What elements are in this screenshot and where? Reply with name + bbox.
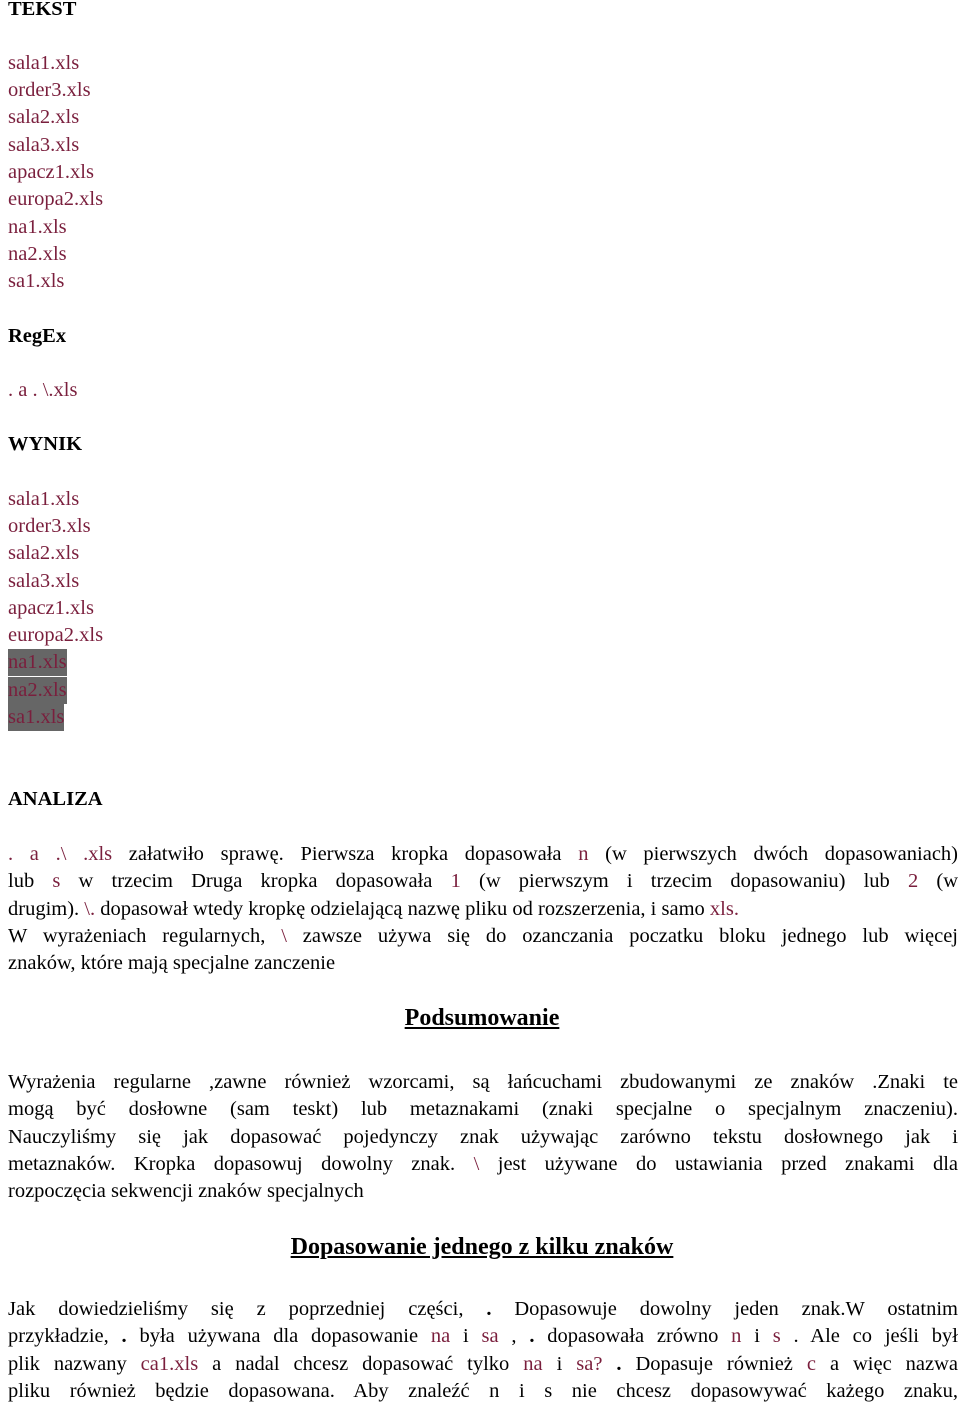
match-highlight: na1.xls: [8, 649, 67, 676]
match-char: 2: [907, 870, 919, 893]
text-run: a nadal chcesz dopasować tylko: [198, 1352, 524, 1375]
match-char: n: [578, 843, 589, 865]
dot-metachar: .: [121, 1325, 127, 1348]
podsumowanie-line: Nauczyliśmy się jak dopasować pojedynczy znak używając zarówno tekstu dosłownego jak i: [8, 1125, 958, 1148]
podsumowanie-line: mogą być dosłowne (sam teskt) lub metaznakami (znaki specjalne o specjalnym znaczeniu).: [8, 1098, 958, 1121]
podsumowanie-line: [8, 1151, 958, 1178]
text-run: zawsze używa się do ozanczania poczatku bloku jednego lub więcej: [286, 924, 958, 947]
analiza-paragraph: [8, 841, 958, 977]
match-char: n: [731, 1325, 742, 1348]
text-run: przykładzie,: [8, 1325, 122, 1348]
text-run: metaznaków. Kropka dopasowuj dowolny znak.: [8, 1152, 474, 1175]
text-run: Dopasuje również: [621, 1352, 807, 1375]
analiza-line: [8, 868, 958, 895]
tekst-file: sala3.xls: [8, 134, 80, 156]
dopasowanie-line: [8, 1323, 958, 1350]
dot-metachar: .: [486, 1298, 492, 1320]
wynik-file: sala1.xls: [8, 488, 80, 510]
tekst-file: sa1.xls: [8, 270, 65, 292]
tekst-file: sala2.xls: [8, 106, 80, 128]
tekst-file: order3.xls: [8, 79, 91, 101]
analiza-line: [8, 923, 958, 950]
text-run: i: [542, 1352, 577, 1375]
tekst-file: apacz1.xls: [8, 161, 94, 183]
tekst-file: na1.xls: [8, 216, 67, 238]
dopasowanie-paragraph: [8, 1296, 958, 1405]
match-char: ca1.xls: [140, 1352, 199, 1375]
podsumowanie-line: Wyrażenia regularne ,zawne również wzorcami, są łańcuchami zbudowanymi ze znaków .Znaki te: [8, 1071, 958, 1093]
dopasowanie-line: pliku również będzie dopasowana. Aby znaleźć n i s nie chcesz dopasowywać każego znaku,: [8, 1379, 958, 1402]
text-run: jest używane do ustawiania przed znakami dla: [479, 1152, 958, 1175]
text-run: dopasował wtedy kropkę odzielającą nazwę pliku od rozszerzenia, i samo: [95, 897, 710, 920]
podsumowanie-paragraph: [8, 1069, 958, 1205]
tekst-file: na2.xls: [8, 243, 67, 265]
text-run: Jak dowiedzieliśmy się z poprzedniej części,: [8, 1298, 487, 1320]
match-char: c: [806, 1352, 816, 1375]
wynik-label: WYNIK: [8, 433, 83, 455]
text-run: dopasowała zrówno: [534, 1325, 732, 1348]
text-run: i: [450, 1325, 482, 1348]
match-char: na: [430, 1325, 451, 1348]
tekst-file: europa2.xls: [8, 188, 104, 210]
analiza-label: ANALIZA: [8, 788, 103, 810]
analiza-line: [8, 896, 958, 923]
match-highlight: sa1.xls: [8, 704, 64, 731]
text-run: załatwiło sprawę. Pierwsza kropka dopasowała: [112, 843, 579, 865]
wynik-file-match: [8, 649, 67, 676]
regex-label: RegEx: [8, 325, 67, 347]
match-char: sa?: [576, 1352, 603, 1375]
text-run: [602, 1353, 616, 1375]
text-run: była używana dla dopasowanie: [126, 1325, 431, 1348]
dopasowanie-line: [8, 1296, 958, 1323]
regex-pattern: . a . \.xls: [8, 379, 78, 401]
tekst-file: sala1.xls: [8, 52, 80, 74]
dot-metachar: .: [529, 1325, 535, 1348]
text-run: drugim).: [8, 897, 85, 920]
text-run: Dopasowuje dowolny jeden znak.W ostatnim: [491, 1298, 958, 1320]
wynik-file: sala3.xls: [8, 570, 80, 592]
regex-inline: . a .\ .xls: [8, 843, 113, 865]
match-char: na: [523, 1352, 543, 1375]
match-char: s: [772, 1325, 781, 1348]
tekst-label: TEKST: [8, 0, 77, 20]
match-char: 1: [450, 870, 461, 893]
section-heading-dopasowanie: Dopasowanie jednego z kilku znaków: [290, 1234, 674, 1260]
regex-inline: \: [473, 1152, 480, 1175]
wynik-file-match: [8, 704, 64, 731]
match-char: s: [52, 870, 61, 893]
wynik-file: europa2.xls: [8, 624, 104, 646]
text-run: (w pierwszych dwóch dopasowaniach): [588, 843, 958, 865]
dopasowanie-line: [8, 1351, 958, 1378]
text-run: plik nazwany: [8, 1352, 141, 1375]
match-highlight: na2.xls: [8, 677, 67, 704]
analiza-line: [8, 841, 958, 868]
text-run: i: [741, 1325, 773, 1348]
section-heading-podsumowanie: Podsumowanie: [404, 1005, 560, 1031]
text-run: lub: [8, 870, 53, 893]
text-run: (w: [918, 870, 959, 893]
text-run: W wyrażeniach regularnych,: [8, 924, 282, 947]
text-run: (w pierwszym i trzecim dopasowaniu) lub: [460, 870, 908, 893]
regex-inline: \.: [84, 897, 96, 920]
match-char: sa: [481, 1325, 499, 1348]
analiza-line: znaków, które mają specjalne zanczenie: [8, 952, 336, 975]
text-run: . Ale co jeśli był: [780, 1325, 958, 1348]
wynik-file: order3.xls: [8, 515, 91, 537]
wynik-file: sala2.xls: [8, 542, 80, 564]
wynik-file: apacz1.xls: [8, 597, 94, 619]
match-char: xls.: [709, 897, 739, 920]
text-run: ,: [498, 1325, 530, 1348]
dot-metachar: .: [616, 1352, 622, 1375]
text-run: a więc nazwa: [815, 1352, 959, 1375]
podsumowanie-line: rozpoczęcia sekwencji znaków specjalnych: [8, 1180, 364, 1203]
regex-inline: \: [281, 924, 287, 947]
text-run: w trzecim Druga kropka dopasowała: [60, 870, 451, 893]
wynik-file-match: [8, 677, 67, 704]
